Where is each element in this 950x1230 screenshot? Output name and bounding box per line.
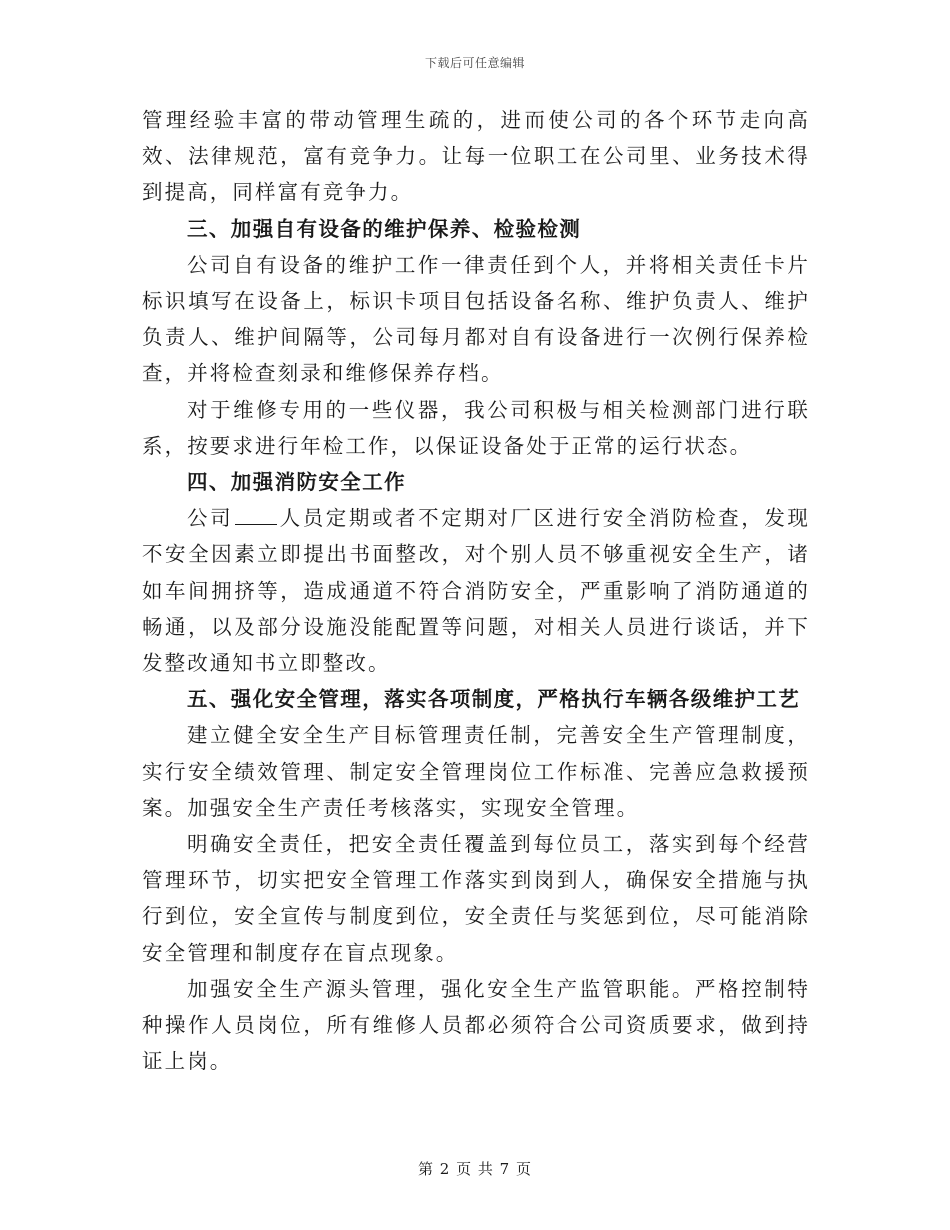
paragraph-source-management: 加强安全生产源头管理，强化安全生产监管职能。严格控制特种操作人员岗位，所有维修人员都必须符合公司资质要求，做到持证上岗。 <box>142 976 810 1074</box>
paragraph-clear-responsibility: 明确安全责任，把安全责任覆盖到每位员工，落实到每个经营管理环节，切实把安全管理工作落实到岗到人，确保安全措施与执行到位，安全宣传与制度到位，安全责任与奖惩到位，尽可能消除安全管理和制度存在盲点现象。 <box>142 832 810 965</box>
paragraph-instrument-inspection: 对于维修专用的一些仪器，我公司积极与相关检测部门进行联系，按要求进行年检工作，以保证设备处于正常的运行状态。 <box>142 397 810 458</box>
paragraph-fire-safety <box>142 500 810 681</box>
fire-safety-text-start: 公司 <box>187 506 234 531</box>
document-body <box>142 102 810 1079</box>
page-header: 下载后可任意编辑 <box>424 56 525 70</box>
fire-safety-text-rest: 人员定期或者不定期对厂区进行安全消防检查，发现不安全因素立即提出书面整改，对个别人员不够重视安全生产，诸如车间拥挤等，造成通道不符合消防安全，严重影响了消防通道的畅通，以及部分设施没能配置等问题，对相关人员进行谈话，并下发整改通知书立即整改。 <box>142 506 810 676</box>
section-heading-4: 四、加强消防安全工作 <box>187 470 406 495</box>
section-heading-5: 五、强化安全管理，落实各项制度，严格执行车辆各级维护工艺 <box>187 687 801 712</box>
page-footer: 第 2 页 共 7 页 <box>418 1160 532 1178</box>
section-heading-3: 三、加强自有设备的维护保养、检验检测 <box>187 216 582 241</box>
paragraph-continued: 管理经验丰富的带动管理生疏的，进而使公司的各个环节走向高效、法律规范，富有竞争力。让每一位职工在公司里、业务技术得到提高，同样富有竞争力。 <box>142 108 810 205</box>
fill-in-blank <box>235 506 277 525</box>
paragraph-equipment-maintenance: 公司自有设备的维护工作一律责任到个人，并将相关责任卡片标识填写在设备上，标识卡项目包括设备名称、维护负责人、维护负责人、维护间隔等，公司每月都对自有设备进行一次例行保养检查，并将检查刻录和维修保养存档。 <box>142 252 810 386</box>
paragraph-responsibility-system: 建立健全安全生产目标管理责任制，完善安全生产管理制度，实行安全绩效管理、制定安全管理岗位工作标准、完善应急救援预案。加强安全生产责任考核落实，实现安全管理。 <box>142 723 810 820</box>
